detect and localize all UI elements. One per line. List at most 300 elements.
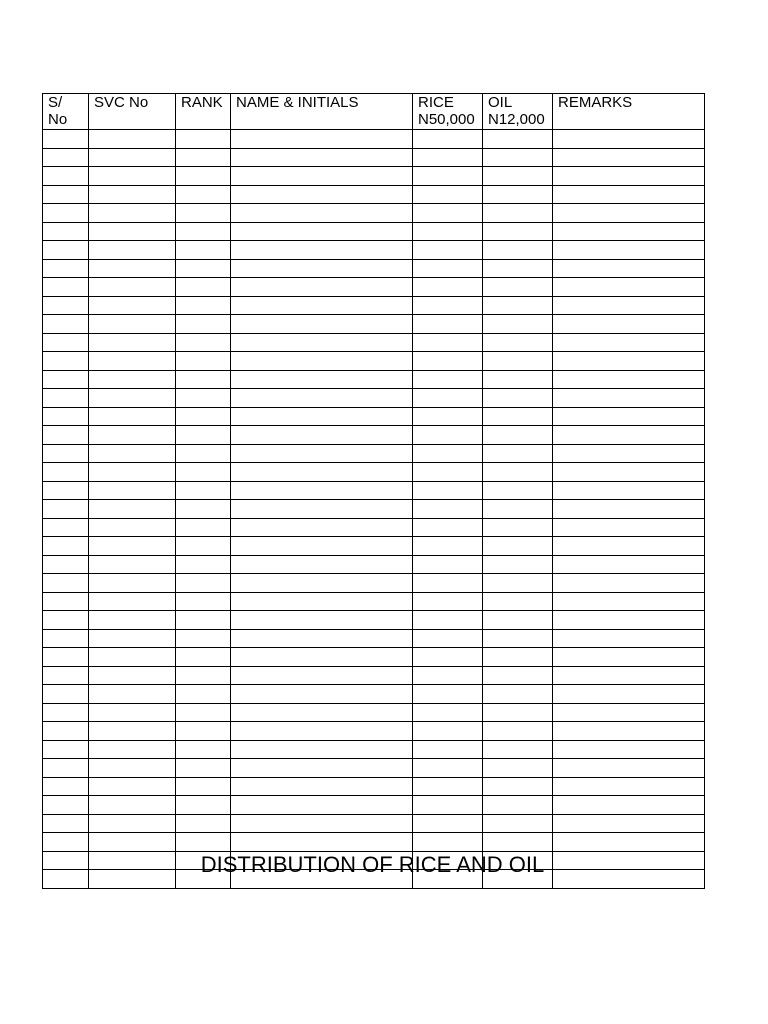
table-row [43, 204, 705, 223]
cell-name-initials[interactable] [231, 315, 413, 334]
cell-sno[interactable] [43, 222, 89, 241]
cell-svc-no[interactable] [89, 370, 176, 389]
cell-rank[interactable] [176, 555, 231, 574]
cell-sno[interactable] [43, 555, 89, 574]
cell-rank[interactable] [176, 315, 231, 334]
cell-sno[interactable] [43, 370, 89, 389]
cell-sno[interactable] [43, 352, 89, 371]
cell-rank[interactable] [176, 648, 231, 667]
cell-oil[interactable] [483, 833, 553, 852]
cell-name-initials[interactable] [231, 444, 413, 463]
cell-rice[interactable] [413, 333, 483, 352]
cell-sno[interactable] [43, 685, 89, 704]
cell-oil[interactable] [483, 241, 553, 260]
cell-rank[interactable] [176, 130, 231, 149]
cell-rice[interactable] [413, 814, 483, 833]
cell-sno[interactable] [43, 148, 89, 167]
cell-oil[interactable] [483, 685, 553, 704]
cell-name-initials[interactable] [231, 185, 413, 204]
cell-name-initials[interactable] [231, 426, 413, 445]
cell-name-initials[interactable] [231, 666, 413, 685]
cell-rank[interactable] [176, 777, 231, 796]
cell-sno[interactable] [43, 204, 89, 223]
cell-rank[interactable] [176, 259, 231, 278]
cell-rice[interactable] [413, 444, 483, 463]
cell-remarks[interactable] [553, 759, 705, 778]
cell-oil[interactable] [483, 759, 553, 778]
cell-rice[interactable] [413, 740, 483, 759]
cell-sno[interactable] [43, 426, 89, 445]
cell-rank[interactable] [176, 500, 231, 519]
cell-remarks[interactable] [553, 685, 705, 704]
cell-remarks[interactable] [553, 703, 705, 722]
cell-remarks[interactable] [553, 426, 705, 445]
cell-name-initials[interactable] [231, 796, 413, 815]
cell-rank[interactable] [176, 167, 231, 186]
cell-oil[interactable] [483, 259, 553, 278]
cell-svc-no[interactable] [89, 555, 176, 574]
cell-name-initials[interactable] [231, 389, 413, 408]
cell-rice[interactable] [413, 130, 483, 149]
cell-remarks[interactable] [553, 148, 705, 167]
cell-remarks[interactable] [553, 204, 705, 223]
cell-remarks[interactable] [553, 185, 705, 204]
cell-rice[interactable] [413, 315, 483, 334]
cell-rank[interactable] [176, 222, 231, 241]
cell-rice[interactable] [413, 241, 483, 260]
cell-svc-no[interactable] [89, 352, 176, 371]
cell-rank[interactable] [176, 481, 231, 500]
table-row [43, 241, 705, 260]
table-row [43, 648, 705, 667]
table-row [43, 426, 705, 445]
cell-remarks[interactable] [553, 407, 705, 426]
cell-svc-no[interactable] [89, 333, 176, 352]
cell-oil[interactable] [483, 796, 553, 815]
cell-rice[interactable] [413, 259, 483, 278]
cell-oil[interactable] [483, 592, 553, 611]
cell-sno[interactable] [43, 278, 89, 297]
cell-oil[interactable] [483, 352, 553, 371]
cell-rank[interactable] [176, 666, 231, 685]
cell-rice[interactable] [413, 167, 483, 186]
cell-svc-no[interactable] [89, 592, 176, 611]
cell-remarks[interactable] [553, 167, 705, 186]
cell-rank[interactable] [176, 592, 231, 611]
cell-svc-no[interactable] [89, 685, 176, 704]
cell-remarks[interactable] [553, 833, 705, 852]
cell-oil[interactable] [483, 629, 553, 648]
cell-name-initials[interactable] [231, 204, 413, 223]
cell-name-initials[interactable] [231, 629, 413, 648]
cell-remarks[interactable] [553, 241, 705, 260]
cell-sno[interactable] [43, 296, 89, 315]
cell-remarks[interactable] [553, 666, 705, 685]
cell-svc-no[interactable] [89, 259, 176, 278]
cell-svc-no[interactable] [89, 389, 176, 408]
table-row [43, 555, 705, 574]
cell-name-initials[interactable] [231, 333, 413, 352]
cell-oil[interactable] [483, 703, 553, 722]
table-row [43, 389, 705, 408]
cell-remarks[interactable] [553, 463, 705, 482]
cell-svc-no[interactable] [89, 315, 176, 334]
cell-svc-no[interactable] [89, 296, 176, 315]
cell-sno[interactable] [43, 407, 89, 426]
cell-oil[interactable] [483, 648, 553, 667]
table-row [43, 185, 705, 204]
cell-rank[interactable] [176, 703, 231, 722]
table-header [43, 94, 705, 130]
table-row [43, 759, 705, 778]
cell-name-initials[interactable] [231, 814, 413, 833]
cell-oil[interactable] [483, 666, 553, 685]
cell-remarks[interactable] [553, 389, 705, 408]
cell-name-initials[interactable] [231, 167, 413, 186]
cell-rank[interactable] [176, 333, 231, 352]
cell-rice[interactable] [413, 426, 483, 445]
cell-rice[interactable] [413, 666, 483, 685]
cell-name-initials[interactable] [231, 407, 413, 426]
cell-rice[interactable] [413, 537, 483, 556]
cell-oil[interactable] [483, 463, 553, 482]
cell-svc-no[interactable] [89, 407, 176, 426]
cell-rank[interactable] [176, 722, 231, 741]
cell-oil[interactable] [483, 130, 553, 149]
cell-rice[interactable] [413, 407, 483, 426]
table-row [43, 833, 705, 852]
cell-name-initials[interactable] [231, 740, 413, 759]
cell-name-initials[interactable] [231, 222, 413, 241]
table-row [43, 796, 705, 815]
cell-oil[interactable] [483, 370, 553, 389]
cell-remarks[interactable] [553, 555, 705, 574]
cell-rice[interactable] [413, 703, 483, 722]
cell-oil[interactable] [483, 481, 553, 500]
cell-rank[interactable] [176, 740, 231, 759]
cell-rice[interactable] [413, 463, 483, 482]
cell-oil[interactable] [483, 407, 553, 426]
cell-rice[interactable] [413, 278, 483, 297]
cell-svc-no[interactable] [89, 574, 176, 593]
cell-sno[interactable] [43, 167, 89, 186]
cell-svc-no[interactable] [89, 537, 176, 556]
cell-sno[interactable] [43, 666, 89, 685]
cell-svc-no[interactable] [89, 500, 176, 519]
cell-name-initials[interactable] [231, 685, 413, 704]
table-row [43, 777, 705, 796]
cell-rank[interactable] [176, 796, 231, 815]
cell-svc-no[interactable] [89, 444, 176, 463]
cell-remarks[interactable] [553, 333, 705, 352]
cell-oil[interactable] [483, 500, 553, 519]
cell-sno[interactable] [43, 518, 89, 537]
cell-rice[interactable] [413, 555, 483, 574]
cell-oil[interactable] [483, 555, 553, 574]
cell-name-initials[interactable] [231, 352, 413, 371]
cell-sno[interactable] [43, 333, 89, 352]
cell-svc-no[interactable] [89, 666, 176, 685]
cell-rank[interactable] [176, 833, 231, 852]
cell-sno[interactable] [43, 537, 89, 556]
cell-sno[interactable] [43, 463, 89, 482]
cell-svc-no[interactable] [89, 722, 176, 741]
cell-remarks[interactable] [553, 611, 705, 630]
cell-svc-no[interactable] [89, 796, 176, 815]
cell-oil[interactable] [483, 722, 553, 741]
cell-svc-no[interactable] [89, 703, 176, 722]
cell-remarks[interactable] [553, 777, 705, 796]
cell-rice[interactable] [413, 370, 483, 389]
cell-name-initials[interactable] [231, 296, 413, 315]
cell-oil[interactable] [483, 278, 553, 297]
cell-svc-no[interactable] [89, 148, 176, 167]
cell-oil[interactable] [483, 777, 553, 796]
cell-remarks[interactable] [553, 814, 705, 833]
cell-rank[interactable] [176, 814, 231, 833]
cell-rice[interactable] [413, 648, 483, 667]
cell-oil[interactable] [483, 611, 553, 630]
table-row [43, 703, 705, 722]
cell-rice[interactable] [413, 296, 483, 315]
cell-rice[interactable] [413, 481, 483, 500]
table-row [43, 130, 705, 149]
cell-svc-no[interactable] [89, 777, 176, 796]
cell-rank[interactable] [176, 537, 231, 556]
cell-remarks[interactable] [553, 259, 705, 278]
cell-sno[interactable] [43, 185, 89, 204]
cell-remarks[interactable] [553, 518, 705, 537]
cell-sno[interactable] [43, 648, 89, 667]
cell-sno[interactable] [43, 481, 89, 500]
cell-svc-no[interactable] [89, 241, 176, 260]
cell-remarks[interactable] [553, 574, 705, 593]
cell-name-initials[interactable] [231, 241, 413, 260]
header-rice: RICE N50,000 [413, 94, 483, 130]
cell-oil[interactable] [483, 333, 553, 352]
table-row [43, 148, 705, 167]
cell-name-initials[interactable] [231, 555, 413, 574]
cell-rice[interactable] [413, 352, 483, 371]
cell-oil[interactable] [483, 222, 553, 241]
cell-oil[interactable] [483, 148, 553, 167]
cell-remarks[interactable] [553, 629, 705, 648]
cell-rank[interactable] [176, 278, 231, 297]
cell-sno[interactable] [43, 611, 89, 630]
cell-oil[interactable] [483, 574, 553, 593]
cell-name-initials[interactable] [231, 592, 413, 611]
cell-name-initials[interactable] [231, 833, 413, 852]
cell-remarks[interactable] [553, 278, 705, 297]
cell-rank[interactable] [176, 518, 231, 537]
table-body [43, 130, 705, 889]
cell-rank[interactable] [176, 352, 231, 371]
cell-name-initials[interactable] [231, 500, 413, 519]
cell-svc-no[interactable] [89, 629, 176, 648]
cell-sno[interactable] [43, 315, 89, 334]
cell-rice[interactable] [413, 389, 483, 408]
cell-sno[interactable] [43, 389, 89, 408]
cell-sno[interactable] [43, 740, 89, 759]
cell-name-initials[interactable] [231, 648, 413, 667]
cell-sno[interactable] [43, 444, 89, 463]
cell-oil[interactable] [483, 537, 553, 556]
cell-remarks[interactable] [553, 352, 705, 371]
cell-svc-no[interactable] [89, 463, 176, 482]
table-row [43, 352, 705, 371]
cell-svc-no[interactable] [89, 278, 176, 297]
cell-rice[interactable] [413, 833, 483, 852]
table-row [43, 592, 705, 611]
cell-name-initials[interactable] [231, 259, 413, 278]
cell-svc-no[interactable] [89, 814, 176, 833]
cell-remarks[interactable] [553, 592, 705, 611]
cell-svc-no[interactable] [89, 130, 176, 149]
cell-rice[interactable] [413, 759, 483, 778]
table-row [43, 259, 705, 278]
cell-sno[interactable] [43, 759, 89, 778]
cell-sno[interactable] [43, 777, 89, 796]
table-row [43, 814, 705, 833]
cell-svc-no[interactable] [89, 426, 176, 445]
cell-rank[interactable] [176, 759, 231, 778]
table-row [43, 518, 705, 537]
cell-sno[interactable] [43, 592, 89, 611]
cell-name-initials[interactable] [231, 574, 413, 593]
cell-remarks[interactable] [553, 796, 705, 815]
cell-sno[interactable] [43, 629, 89, 648]
cell-rice[interactable] [413, 500, 483, 519]
cell-remarks[interactable] [553, 222, 705, 241]
cell-name-initials[interactable] [231, 537, 413, 556]
cell-sno[interactable] [43, 259, 89, 278]
cell-oil[interactable] [483, 296, 553, 315]
cell-rice[interactable] [413, 204, 483, 223]
cell-name-initials[interactable] [231, 463, 413, 482]
cell-name-initials[interactable] [231, 722, 413, 741]
cell-remarks[interactable] [553, 315, 705, 334]
cell-name-initials[interactable] [231, 777, 413, 796]
cell-oil[interactable] [483, 167, 553, 186]
table-row [43, 666, 705, 685]
cell-sno[interactable] [43, 796, 89, 815]
cell-rank[interactable] [176, 463, 231, 482]
cell-sno[interactable] [43, 500, 89, 519]
cell-rank[interactable] [176, 611, 231, 630]
cell-svc-no[interactable] [89, 204, 176, 223]
cell-sno[interactable] [43, 703, 89, 722]
cell-remarks[interactable] [553, 537, 705, 556]
cell-rice[interactable] [413, 722, 483, 741]
cell-oil[interactable] [483, 426, 553, 445]
cell-svc-no[interactable] [89, 740, 176, 759]
cell-name-initials[interactable] [231, 518, 413, 537]
cell-rank[interactable] [176, 574, 231, 593]
cell-oil[interactable] [483, 518, 553, 537]
cell-name-initials[interactable] [231, 130, 413, 149]
header-name-initials: NAME & INITIALS [231, 94, 413, 130]
cell-rice[interactable] [413, 574, 483, 593]
cell-remarks[interactable] [553, 500, 705, 519]
cell-svc-no[interactable] [89, 833, 176, 852]
cell-svc-no[interactable] [89, 167, 176, 186]
cell-name-initials[interactable] [231, 703, 413, 722]
table-row [43, 167, 705, 186]
cell-svc-no[interactable] [89, 648, 176, 667]
cell-rice[interactable] [413, 222, 483, 241]
cell-oil[interactable] [483, 315, 553, 334]
cell-sno[interactable] [43, 241, 89, 260]
cell-rank[interactable] [176, 685, 231, 704]
cell-name-initials[interactable] [231, 759, 413, 778]
cell-remarks[interactable] [553, 296, 705, 315]
cell-oil[interactable] [483, 185, 553, 204]
cell-rank[interactable] [176, 241, 231, 260]
cell-svc-no[interactable] [89, 481, 176, 500]
cell-rank[interactable] [176, 426, 231, 445]
cell-sno[interactable] [43, 574, 89, 593]
cell-rice[interactable] [413, 796, 483, 815]
cell-rice[interactable] [413, 592, 483, 611]
table-row [43, 222, 705, 241]
cell-rank[interactable] [176, 407, 231, 426]
cell-oil[interactable] [483, 444, 553, 463]
cell-rice[interactable] [413, 611, 483, 630]
cell-oil[interactable] [483, 389, 553, 408]
cell-rank[interactable] [176, 389, 231, 408]
cell-svc-no[interactable] [89, 518, 176, 537]
cell-remarks[interactable] [553, 444, 705, 463]
cell-oil[interactable] [483, 740, 553, 759]
cell-remarks[interactable] [553, 648, 705, 667]
cell-name-initials[interactable] [231, 611, 413, 630]
table-row [43, 315, 705, 334]
cell-rank[interactable] [176, 185, 231, 204]
cell-sno[interactable] [43, 814, 89, 833]
cell-rice[interactable] [413, 685, 483, 704]
cell-rank[interactable] [176, 296, 231, 315]
cell-remarks[interactable] [553, 740, 705, 759]
cell-svc-no[interactable] [89, 222, 176, 241]
cell-name-initials[interactable] [231, 370, 413, 389]
cell-rank[interactable] [176, 629, 231, 648]
cell-oil[interactable] [483, 204, 553, 223]
cell-sno[interactable] [43, 130, 89, 149]
cell-rank[interactable] [176, 370, 231, 389]
cell-remarks[interactable] [553, 722, 705, 741]
cell-rice[interactable] [413, 185, 483, 204]
cell-rank[interactable] [176, 148, 231, 167]
cell-sno[interactable] [43, 833, 89, 852]
cell-remarks[interactable] [553, 130, 705, 149]
cell-oil[interactable] [483, 814, 553, 833]
cell-rice[interactable] [413, 629, 483, 648]
cell-rank[interactable] [176, 444, 231, 463]
cell-sno[interactable] [43, 722, 89, 741]
cell-rice[interactable] [413, 148, 483, 167]
cell-name-initials[interactable] [231, 481, 413, 500]
cell-svc-no[interactable] [89, 611, 176, 630]
cell-name-initials[interactable] [231, 148, 413, 167]
cell-remarks[interactable] [553, 370, 705, 389]
cell-rice[interactable] [413, 518, 483, 537]
cell-remarks[interactable] [553, 481, 705, 500]
cell-rice[interactable] [413, 777, 483, 796]
cell-rank[interactable] [176, 204, 231, 223]
cell-svc-no[interactable] [89, 759, 176, 778]
cell-name-initials[interactable] [231, 278, 413, 297]
cell-svc-no[interactable] [89, 185, 176, 204]
